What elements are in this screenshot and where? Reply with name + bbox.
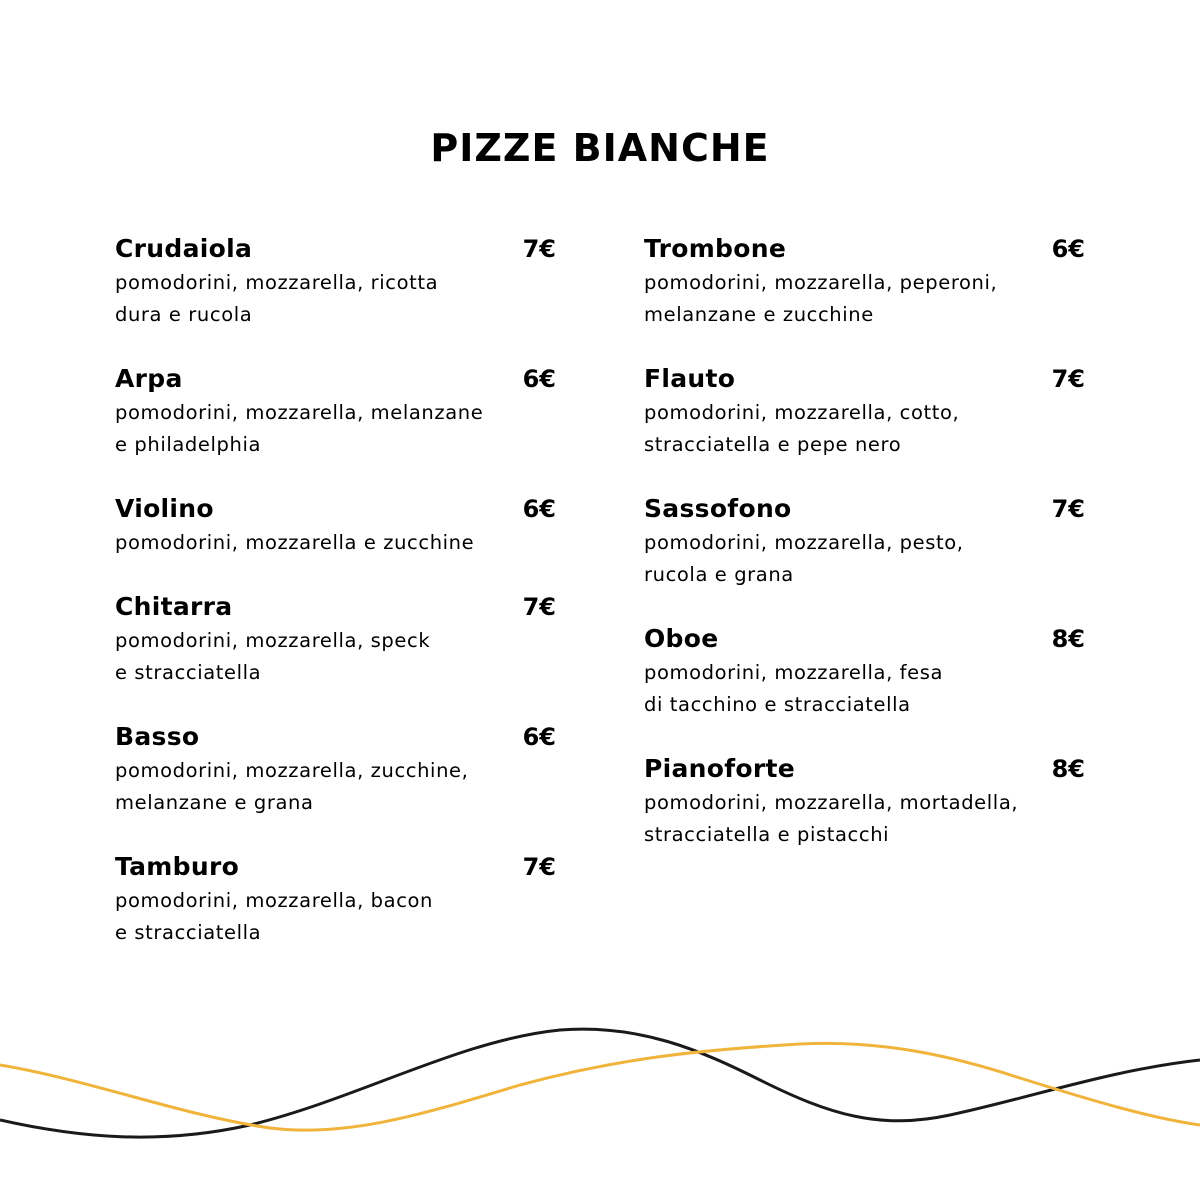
item-description-line: pomodorini, mozzarella, ricotta [115,271,439,294]
item-description-line: di tacchino e stracciatella [644,693,911,716]
item-price: 8€ [1051,625,1085,653]
item-description-line: pomodorini, mozzarella, zucchine, [115,759,469,782]
page-title: PIZZE BIANCHE [430,126,770,170]
menu-item [644,361,1089,461]
item-description-line: pomodorini, mozzarella, fesa [644,661,944,684]
item-description-line: pomodorini, mozzarella e zucchine [115,531,475,554]
dark-wave-line [0,1029,1200,1137]
item-description-line: stracciatella e pistacchi [644,823,890,846]
item-description-line: e stracciatella [115,661,262,684]
item-description-line: pomodorini, mozzarella, speck [115,629,431,652]
menu-item [644,751,1089,851]
menu-column-left [115,231,560,979]
accent-wave-line [0,1043,1200,1130]
item-description [644,657,1089,721]
item-description-line: melanzane e grana [115,791,314,814]
item-description-line: e philadelphia [115,433,262,456]
item-description-line: e stracciatella [115,921,262,944]
item-name: Basso [115,722,200,751]
item-description-line: pomodorini, mozzarella, cotto, [644,401,960,424]
menu-item [644,231,1089,331]
item-price: 7€ [522,235,556,263]
item-price: 6€ [522,365,556,393]
item-name: Arpa [115,364,183,393]
item-description-line: pomodorini, mozzarella, pesto, [644,531,964,554]
item-price: 6€ [1051,235,1085,263]
item-price: 7€ [522,853,556,881]
item-description-line: pomodorini, mozzarella, melanzane [115,401,484,424]
item-price: 6€ [522,723,556,751]
item-description-line: stracciatella e pepe nero [644,433,902,456]
item-description [115,885,560,949]
item-description-line: pomodorini, mozzarella, peperoni, [644,271,998,294]
item-description-line: pomodorini, mozzarella, mortadella, [644,791,1019,814]
item-price: 7€ [1051,495,1085,523]
menu-item [115,849,560,949]
item-price: 7€ [522,593,556,621]
decorative-waves [0,1000,1200,1160]
item-name: Violino [115,494,214,523]
item-description [644,527,1089,591]
item-description [644,397,1089,461]
menu-item [115,491,560,559]
item-name: Sassofono [644,494,792,523]
menu-item [115,361,560,461]
item-name: Tamburo [115,852,240,881]
menu-item [115,719,560,819]
item-name: Crudaiola [115,234,253,263]
item-description [115,755,560,819]
item-description-line: rucola e grana [644,563,794,586]
item-description [115,625,560,689]
item-name: Trombone [644,234,787,263]
item-description-line: dura e rucola [115,303,253,326]
menu-item [644,491,1089,591]
menu-item [115,589,560,689]
item-description [115,527,560,559]
item-description [115,397,560,461]
item-name: Oboe [644,624,719,653]
item-name: Pianoforte [644,754,796,783]
menu-item [115,231,560,331]
item-description [644,267,1089,331]
item-name: Chitarra [115,592,233,621]
item-price: 7€ [1051,365,1085,393]
menu-item [644,621,1089,721]
item-description [644,787,1089,851]
item-name: Flauto [644,364,736,393]
item-description-line: melanzane e zucchine [644,303,874,326]
item-price: 8€ [1051,755,1085,783]
menu-column-right [644,231,1089,881]
item-price: 6€ [522,495,556,523]
item-description-line: pomodorini, mozzarella, bacon [115,889,434,912]
item-description [115,267,560,331]
